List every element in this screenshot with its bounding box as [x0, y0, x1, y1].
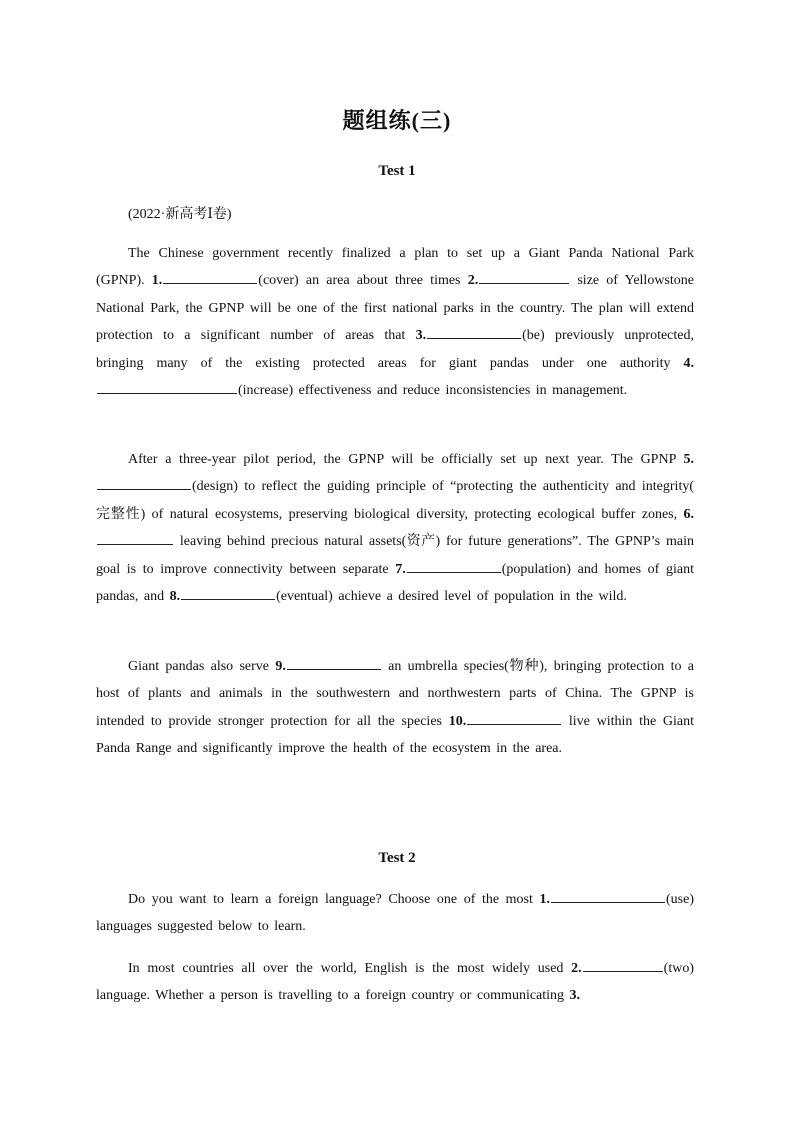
test2-heading: Test 2 — [378, 850, 416, 866]
text: After a three-year pilot period, the GPNP will be officially set up next year. The GPNP — [128, 452, 684, 467]
answer-blank-9[interactable] — [287, 655, 381, 670]
answer-blank-10[interactable] — [467, 710, 561, 725]
test1-paragraph-3 — [96, 653, 694, 763]
answer-blank-2[interactable] — [479, 269, 569, 284]
text: Do you want to learn a foreign language? Choose one of the most — [128, 892, 540, 907]
question-number: 5. — [683, 452, 694, 467]
question-number: 2. — [571, 961, 582, 976]
question-number: 10. — [448, 713, 467, 729]
text: live within the Giant Panda Range and significantly improve the health of the ecosystem in the area. — [96, 713, 694, 757]
text: (population) and homes of giant pandas, and — [96, 561, 694, 605]
text: (use) languages suggested below to learn. — [96, 892, 694, 935]
question-number: 3. — [569, 988, 581, 1004]
question-number: 9. — [275, 659, 286, 674]
text: (eventual) achieve a desired level of population in the wild. — [276, 589, 627, 605]
question-number: 3. — [415, 328, 427, 344]
page-title: 题组练(三) — [342, 108, 452, 133]
test1-paragraph-2 — [96, 446, 694, 610]
text: (increase) effectiveness and reduce inconsistencies in management. — [238, 383, 628, 399]
text: (be) previously unprotected, bringing many of the existing protected areas for giant pandas under one authority — [96, 328, 694, 371]
text: leaving behind precious natural assets(资产) for future generations”. The GPNP’s main goal is to improve connectivity between separate — [96, 534, 694, 577]
exam-source: (2022·新高考Ⅰ卷) — [128, 207, 232, 222]
text: (design) to reflect the guiding principle of “protecting the authenticity and integrity( 完整性) of natural ecosystems, preserving biological diversity, protecting ecological buffer zones, — [96, 479, 694, 522]
text: In most countries all over the world, English is the most widely used — [128, 961, 572, 976]
text: (cover) an area about three times — [258, 273, 468, 289]
question-number: 4. — [683, 355, 694, 371]
test1-heading: Test 1 — [378, 163, 416, 179]
question-number: 1. — [151, 273, 163, 289]
question-number: 8. — [169, 589, 181, 605]
answer-blank-t2-2[interactable] — [583, 957, 663, 972]
text: (two) language. Whether a person is travelling to a foreign country or communicating — [96, 961, 694, 1004]
test1-paragraph-1 — [96, 240, 694, 404]
text: Giant pandas also serve — [128, 659, 276, 674]
test2-paragraph-1 — [96, 886, 694, 941]
text: size of Yellowstone National Park, the GPNP will be one of the first national parks in the country. The plan will extend protection to a significant number of areas that — [96, 273, 694, 344]
question-number: 7. — [395, 561, 406, 577]
answer-blank-8[interactable] — [181, 585, 275, 600]
text: an umbrella species(物种), bringing protection to a host of plants and animals in the southwestern and northwestern parts of China. The GPNP is intended to provide stronger protection for all the species — [96, 659, 694, 729]
question-number: 1. — [539, 892, 550, 907]
answer-blank-1[interactable] — [163, 269, 257, 284]
answer-blank-3[interactable] — [427, 324, 521, 339]
answer-blank-4[interactable] — [97, 379, 237, 394]
answer-blank-5[interactable] — [97, 475, 191, 490]
answer-blank-6[interactable] — [97, 530, 173, 545]
text: The Chinese government recently finalized a plan to set up a Giant Panda National Park (GPNP). — [96, 246, 694, 289]
question-number: 6. — [683, 506, 694, 522]
question-number: 2. — [467, 273, 479, 289]
answer-blank-7[interactable] — [407, 558, 501, 573]
test2-paragraph-2 — [96, 955, 694, 1010]
answer-blank-t2-1[interactable] — [551, 888, 665, 903]
